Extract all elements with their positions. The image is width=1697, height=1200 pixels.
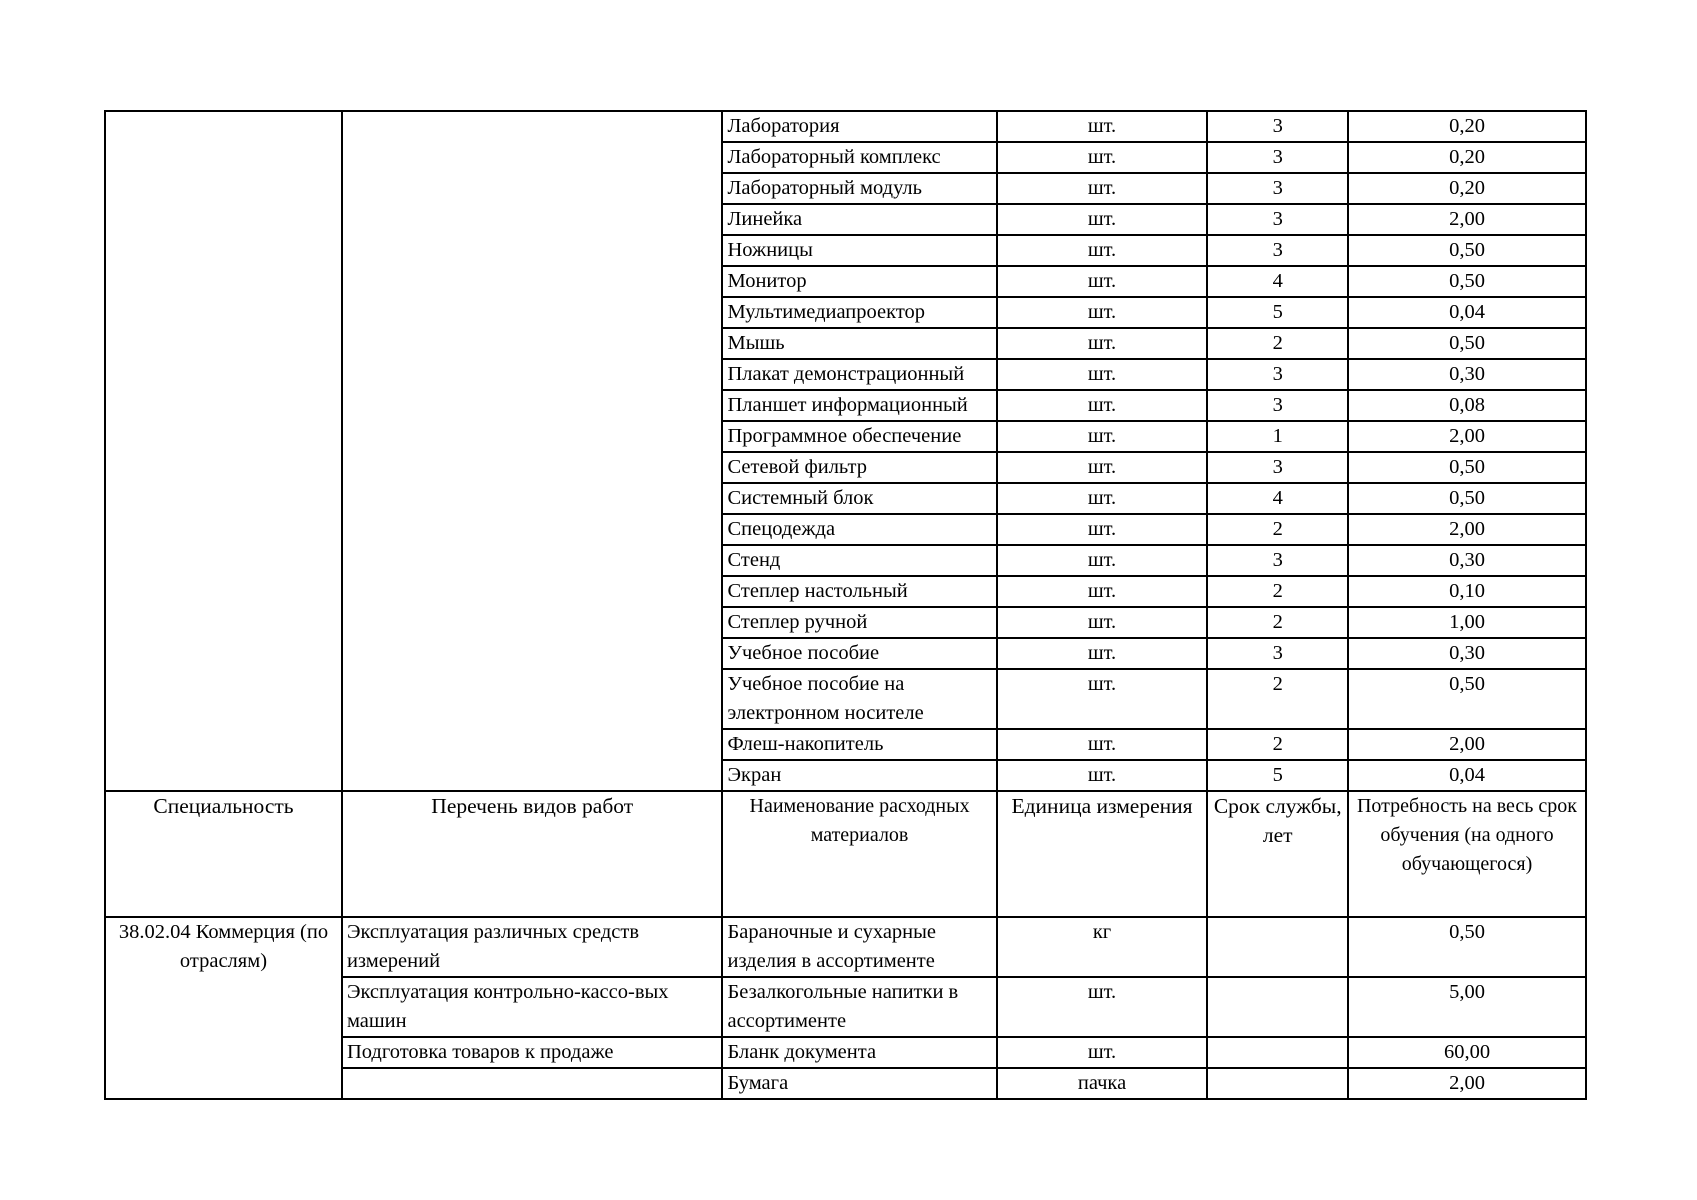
service-life-cell: 2 [1207,607,1348,638]
need-cell: 0,50 [1348,235,1586,266]
material-name: Экран [722,760,996,791]
works-cell-continued [342,111,723,791]
need-cell: 0,30 [1348,545,1586,576]
unit-cell: шт. [997,729,1208,760]
materials-table-body [105,111,1586,1099]
header-life: Срок службы, лет [1207,791,1348,917]
material-name: Бланк документа [722,1037,996,1068]
service-life-cell: 4 [1207,266,1348,297]
materials-table [104,110,1587,1100]
need-cell: 0,50 [1348,483,1586,514]
need-cell: 0,30 [1348,638,1586,669]
need-cell: 0,50 [1348,452,1586,483]
service-life-cell [1207,1037,1348,1068]
service-life-cell: 1 [1207,421,1348,452]
unit-cell: шт. [997,545,1208,576]
unit-cell: пачка [997,1068,1208,1099]
material-name: Лаборатория [722,111,996,142]
unit-cell: шт. [997,1037,1208,1068]
material-name: Программное обеспечение [722,421,996,452]
unit-cell: шт. [997,760,1208,791]
table-row [105,111,1586,142]
service-life-cell: 3 [1207,173,1348,204]
material-name: Учебное пособие [722,638,996,669]
need-cell: 0,10 [1348,576,1586,607]
service-life-cell: 3 [1207,638,1348,669]
unit-cell: шт. [997,638,1208,669]
work-type: Эксплуатация различных средств измерений [342,917,723,977]
service-life-cell: 3 [1207,111,1348,142]
need-cell: 2,00 [1348,1068,1586,1099]
material-name: Ножницы [722,235,996,266]
unit-cell: шт. [997,204,1208,235]
material-name: Лабораторный комплекс [722,142,996,173]
need-cell: 2,00 [1348,729,1586,760]
material-name: Степлер ручной [722,607,996,638]
material-name: Планшет информационный [722,390,996,421]
need-cell: 2,00 [1348,204,1586,235]
work-type: Эксплуатация контрольно-кассо-вых машин [342,977,723,1037]
service-life-cell: 4 [1207,483,1348,514]
need-cell: 0,08 [1348,390,1586,421]
header-materials: Наименование расходных материалов [722,791,996,917]
material-name: Лабораторный модуль [722,173,996,204]
unit-cell: шт. [997,607,1208,638]
service-life-cell: 2 [1207,328,1348,359]
unit-cell: шт. [997,421,1208,452]
need-cell: 0,04 [1348,760,1586,791]
need-cell: 5,00 [1348,977,1586,1037]
unit-cell: шт. [997,297,1208,328]
need-cell: 0,50 [1348,669,1586,729]
need-cell: 2,00 [1348,421,1586,452]
need-cell: 0,50 [1348,266,1586,297]
service-life-cell: 2 [1207,669,1348,729]
work-type: Подготовка товаров к продаже [342,1037,723,1068]
service-life-cell: 3 [1207,452,1348,483]
service-life-cell: 3 [1207,142,1348,173]
unit-cell: шт. [997,235,1208,266]
unit-cell: шт. [997,977,1208,1037]
material-name: Флеш-накопитель [722,729,996,760]
material-name: Бумага [722,1068,996,1099]
service-life-cell: 3 [1207,390,1348,421]
unit-cell: шт. [997,483,1208,514]
material-name: Мультимедиапроектор [722,297,996,328]
service-life-cell: 3 [1207,235,1348,266]
unit-cell: шт. [997,390,1208,421]
work-type [342,1068,723,1099]
material-name: Сетевой фильтр [722,452,996,483]
need-cell: 0,04 [1348,297,1586,328]
need-cell: 0,50 [1348,917,1586,977]
header-specialty: Специальность [105,791,342,917]
service-life-cell: 5 [1207,297,1348,328]
service-life-cell: 3 [1207,545,1348,576]
service-life-cell: 2 [1207,514,1348,545]
unit-cell: шт. [997,669,1208,729]
material-name: Бараночные и сухарные изделия в ассортименте [722,917,996,977]
material-name: Спецодежда [722,514,996,545]
service-life-cell: 3 [1207,204,1348,235]
service-life-cell [1207,1068,1348,1099]
service-life-cell [1207,977,1348,1037]
material-name: Линейка [722,204,996,235]
specialty-name: 38.02.04 Коммерция (по отраслям) [105,917,342,1099]
specialty-cell-continued [105,111,342,791]
service-life-cell: 2 [1207,729,1348,760]
header-works: Перечень видов работ [342,791,723,917]
unit-cell: шт. [997,576,1208,607]
unit-cell: шт. [997,359,1208,390]
service-life-cell [1207,917,1348,977]
header-need: Потребность на весь срок обучения (на одного обучающегося) [1348,791,1586,917]
table-row [105,917,1586,977]
unit-cell: шт. [997,142,1208,173]
need-cell: 1,00 [1348,607,1586,638]
unit-cell: шт. [997,111,1208,142]
unit-cell: шт. [997,328,1208,359]
material-name: Степлер настольный [722,576,996,607]
need-cell: 0,20 [1348,111,1586,142]
unit-cell: шт. [997,452,1208,483]
service-life-cell: 3 [1207,359,1348,390]
unit-cell: шт. [997,173,1208,204]
unit-cell: шт. [997,514,1208,545]
material-name: Плакат демонстрационный [722,359,996,390]
need-cell: 0,30 [1348,359,1586,390]
material-name: Учебное пособие на электронном носителе [722,669,996,729]
material-name: Монитор [722,266,996,297]
material-name: Стенд [722,545,996,576]
unit-cell: кг [997,917,1208,977]
need-cell: 2,00 [1348,514,1586,545]
need-cell: 0,20 [1348,142,1586,173]
need-cell: 60,00 [1348,1037,1586,1068]
material-name: Системный блок [722,483,996,514]
service-life-cell: 2 [1207,576,1348,607]
header-unit: Единица измерения [997,791,1208,917]
need-cell: 0,50 [1348,328,1586,359]
material-name: Безалкогольные напитки в ассортименте [722,977,996,1037]
unit-cell: шт. [997,266,1208,297]
material-name: Мышь [722,328,996,359]
need-cell: 0,20 [1348,173,1586,204]
service-life-cell: 5 [1207,760,1348,791]
header-row [105,791,1586,917]
